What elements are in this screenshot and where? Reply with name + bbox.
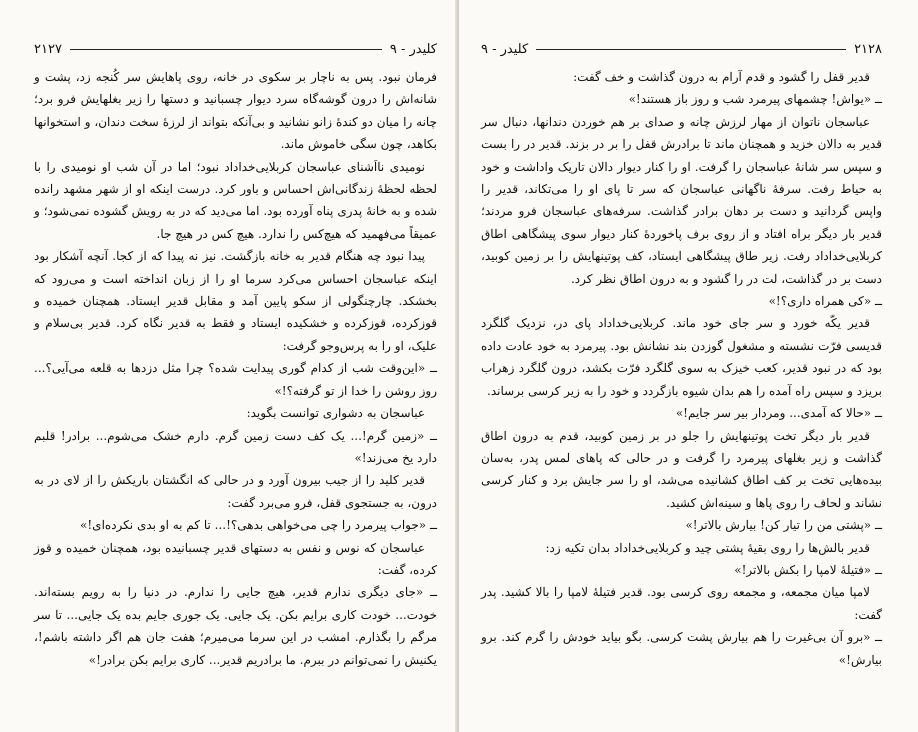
right-page-header xyxy=(481,40,882,58)
paragraph: قدیر بار دیگر تخت پوتینهایش را جلو در بر زمین کوبید، قدم به درون اطاق گذاشت و زیر بغلهای پیرمرد را گرفت و در حالی که پاهای لمس پدر، به‌سان بیده‌هایی تخت بر کف اطاق کشانیده می‌شد، او را سر جایش برد و کنار کرسی نشاند و لحاف را روی پاها و سینه‌اش کشید. xyxy=(481,428,882,510)
paragraph: قدیر کلید را از جیب بیرون آورد و در حالی که انگشتان باریکش را از لای در به درون، به جستجوی قفل، فرو می‌برد گفت: xyxy=(34,473,437,510)
dialogue-line: ــ «برو آن بی‌غیرت را هم بیارش پشت کرسی. بگو بیاید خودش را گرم کند. برو بیارش!» xyxy=(481,630,882,667)
paragraph: قدیر یکّه خورد و سر جای خود ماند. کربلایی‌خداداد پای در، نزدیک گلگرد قدیسی فرّت نشسته و مشغول گوزدن بند نشانش بود. پیرمرد به خود عادت داده بود که در نبود قدیر، کعب خیزک به سوی گلگرد فرّت بکشد، درون گلگرد زهراب بریزد و سپس راه آمده را هم بدان شیوه بازگردد و خود را به زیر کرسی برساند. xyxy=(481,316,882,398)
dialogue-line: ــ «کی همراه داری؟!» xyxy=(768,294,882,309)
paragraph: لامپا میان مجمعه، و مجمعه روی کرسی بود. قدیر فتیلهٔ لامپا را بالا کشید. پدر گفت: xyxy=(481,585,882,622)
paragraph: نومیدی نااَشنای عباسجان کربلایی‌خداداد نبود؛ اما در آن شب او نومیدی را با لحظه لحظهٔ زندگانی‌اش احساس و باور کرد. درست اینکه او از شهر مشهد رانده شده و به خانهٔ پدری پناه آورده بود. اما می‌دید که در به رویش گشوده نمی‌شود؛ و عمیقاً می‌فهمید که هیچ‌کس را ندارد. هیچ کس در هیچ جا. xyxy=(34,159,437,241)
dialogue-line: ــ «جای دیگری ندارم قدیر، هیچ جایی را ندارم. در دنیا را به رویم بسته‌اند. خودت... خودت کاری برایم بکن. یک جایی. یک جوری جایم بده یک جایی... تا سر مرگم را بگذارم. امشب در این سرما می‌میرم؛ هفت جان هم اگر داشته باشم!، یکنیش را نمی‌توانم در ببرم. ما برادریم قدیر... کاری برایم بکن برادر!» xyxy=(34,585,437,667)
paragraph: عباسجان که نوس و نفس به دستهای قدیر چسبانیده بود، همچنان خمیده و قوز کرده، گفت: xyxy=(34,540,437,577)
left-page-text xyxy=(34,66,437,671)
paragraph: قدیر بالش‌ها را روی بقیهٔ پشتی چید و کربلایی‌خداداد بدان تکیه زد: xyxy=(545,540,870,555)
paragraph: پیدا نبود چه هنگام قدیر به خانه بازگشت. نیز نه پیدا که از کجا. آنچه آشکار بود اینکه عباسجان احساس می‌کرد سرما او را از زبان انداخته است و می‌رود که بخشکد. چارچنگولی از سکو پایین آمد و مقابل قدیر ایستاد. همچنان خمیده و قوزکرده، قوزکرده و خشکیده ایستاد و فقط به قدیر نگاه کرد. قدیر بی‌سلام و علیک، او را به پرس‌وجو گرفت: xyxy=(34,249,437,353)
paragraph: عباسجان به دشواری توانست بگوید: xyxy=(246,406,425,421)
paragraph: قدیر قفل را گشود و قدم آرام به درون گذاشت و خف گفت: xyxy=(573,70,870,84)
right-page xyxy=(459,0,918,732)
dialogue-line: ــ «جواب پیرمرد را چی می‌خواهی بدهی؟!... تا کم به او بدی نکرده‌ای!» xyxy=(80,518,437,533)
paragraph: فرمان نبود. پس به ناچار بر سکوی در خانه، روی پاهایش سر کُنجه زد، پشت و شانه‌اش را درون گوشه‌گاه سرد دیوار چسبانید و دستها را زیر بغلهایش فرو برد؛ چانه را میان دو کندهٔ زانو نشانید و بی‌آنکه بتواند از لرزهٔ سخت دندان، و استخوانها بکاهد، چون سگی خاموش ماند. xyxy=(34,70,437,152)
left-header-rule xyxy=(70,49,382,50)
dialogue-line: ــ «یواش! چشمهای پیرمرد شب و روز باز هستند!» xyxy=(628,92,882,107)
dialogue-line: ــ «پشتی من را تیار کن! بیارش بالاتر!» xyxy=(685,518,882,533)
paragraph: عباسجان ناتوان از مهار لرزش چانه و صدای بر هم خوردن دندانها، دنبال سر قدیر به دالان خزید و همچنان ماند تا برادرش قفل را بر در بزند. قدیر در را بست و سپس سر شانهٔ عباسجان را گرفت. او را کنار دیوار دالان تاریک واداشت و خود به حیاط رفت. سرفهٔ ناگهانی عباسجان که سر تا پای او را می‌تکاند، قدیر را واپس گردانید و دست بر دهان برادر گذاشت. سرفه‌های عباسجان فرو مردند؛ قدیر بار دیگر براه افتاد و از روی برف پاخوردهٔ کنار دیوار سوی پیشگاهی اطاق کربلایی‌خداداد رفت. زیر طاق پیشگاهی ایستاد، کف پوتینهایش را بر زمین کوبید، دست بر در گذاشت، لت در را گشود و به درون اطاق نظر کرد. xyxy=(481,114,882,286)
dialogue-line: ــ «این‌وقت شب از کدام گوری پیدایت شده؟ چرا مثل دزدها به قلعه می‌آیی؟... روز روشن را خدا از تو گرفته؟!» xyxy=(34,361,437,398)
right-page-text xyxy=(481,66,882,671)
right-header-rule xyxy=(536,49,846,50)
right-page-number: ۲۱۲۸ xyxy=(854,41,882,57)
left-running-title: کلیدر - ۹ xyxy=(389,41,437,57)
dialogue-line: ــ «زمین گرم!... یک کف دست زمین گرم. دارم خشک می‌شوم... برادر! قلبم دارد یخ می‌زند!» xyxy=(34,428,437,465)
dialogue-line: ــ «فتیلهٔ لامپا را بکش بالاتر!» xyxy=(734,562,882,577)
left-page-header xyxy=(34,40,437,58)
dialogue-line: ــ «حالا که آمدی... ومردار بیر سر جایم!» xyxy=(675,406,882,421)
left-page-number: ۲۱۲۷ xyxy=(34,41,62,57)
right-running-title: کلیدر - ۹ xyxy=(481,41,529,57)
